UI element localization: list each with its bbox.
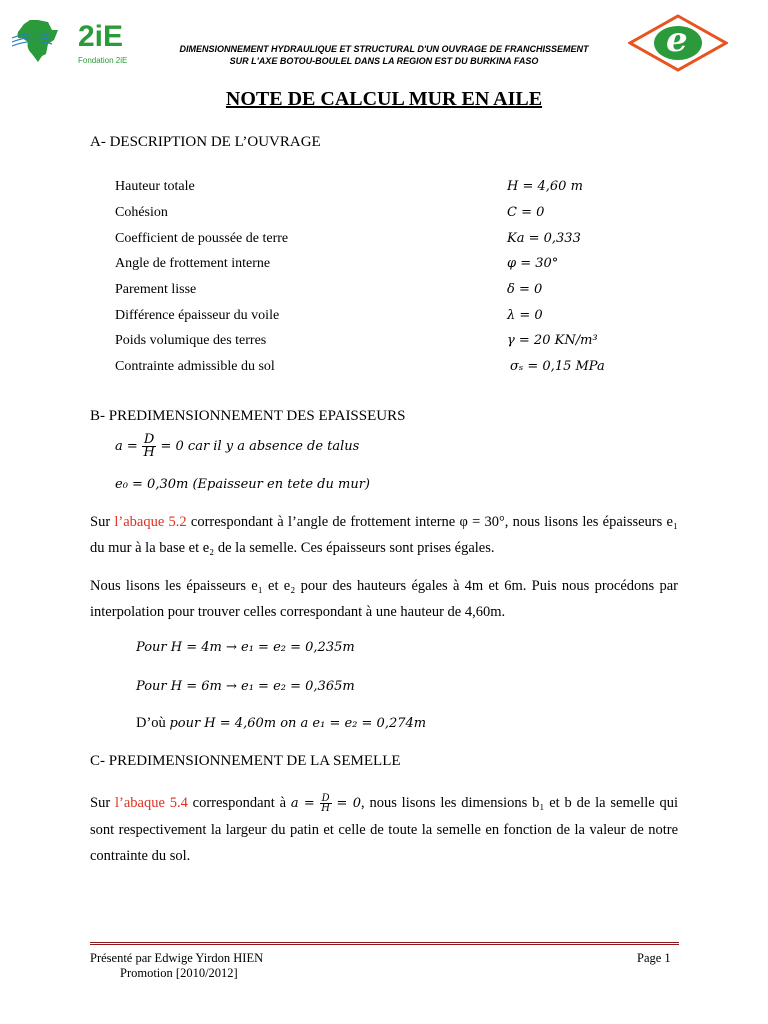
africa-map-icon	[12, 14, 72, 64]
text: correspondant à	[187, 795, 291, 811]
equation-lhs: a =	[290, 796, 315, 811]
row-label: Hauteur totale	[115, 179, 195, 194]
fraction-denominator: H	[321, 803, 331, 815]
section-b-heading: B- PREDIMENSIONNEMENT DES EPAISSEURS	[90, 408, 406, 424]
abaque-reference: l’abaque 5.4	[114, 795, 188, 811]
row-value: H = 4,60 m	[507, 179, 583, 194]
row-label: Cohésion	[115, 205, 168, 220]
paragraph-abaque-5-4	[90, 790, 678, 869]
logo-2ie	[12, 12, 142, 68]
text: correspondant à l’angle de frottement interne φ = 30°, nous lisons les épaisseurs e₁ du mur à la base et e₂ de la semelle. Ces épaisseurs sont prises égales.	[90, 514, 679, 556]
equation-talus	[115, 434, 359, 459]
footer-rule	[90, 942, 679, 945]
fraction	[142, 434, 156, 459]
logo-right	[628, 14, 728, 72]
row-value: Ka = 0,333	[507, 231, 581, 246]
paragraph-interpolation: Nous lisons les épaisseurs e₁ et e₂ pour des hauteurs égales à 4m et 6m. Puis nous procédons par interpolation pour trouver celles correspondant à une hauteur de 4,60m.	[90, 578, 678, 620]
logo-2ie-text: 2iE	[78, 20, 124, 53]
logo-right-letter: e	[666, 20, 688, 60]
header-line-1: DIMENSIONNEMENT HYDRAULIQUE ET STRUCTURAL D'UN OUVRAGE DE FRANCHISSEMENT	[179, 44, 589, 54]
equation-e0: e₀ = 0,30m (Epaisseur en tete du mur)	[115, 477, 370, 492]
abaque-reference: l’abaque 5.2	[114, 514, 187, 530]
text: Sur	[90, 795, 115, 811]
text: , nous lisons les dimensions b₁ et b de la semelle qui sont respectivement la largeur du patin et celle de toute la semelle en fonction de la valeur de notre contrainte du sol.	[90, 795, 679, 864]
row-label: Contrainte admissible du sol	[115, 359, 275, 374]
equation-rhs: = 0	[336, 796, 362, 811]
row-value: δ = 0	[507, 282, 543, 297]
equation-lhs: a =	[115, 439, 138, 454]
row-label: Parement lisse	[115, 282, 197, 297]
section-c-heading: C- PREDIMENSIONNEMENT DE LA SEMELLE	[90, 753, 401, 769]
footer-page-number: Page 1	[637, 951, 671, 965]
section-a-heading: A- DESCRIPTION DE L’OUVRAGE	[90, 134, 321, 150]
row-value: γ = 20 KN/m³	[507, 333, 598, 348]
row-value: σₛ = 0,15 MPa	[510, 359, 605, 374]
fraction-numerator: D	[321, 793, 330, 805]
footer-author: Présenté par Edwige Yirdon HIEN	[90, 951, 264, 965]
row-value: C = 0	[507, 205, 545, 220]
footer-promotion: Promotion [2010/2012]	[120, 966, 238, 980]
page-title: NOTE DE CALCUL MUR EN AILE	[225, 88, 543, 110]
fraction-denominator: H	[143, 445, 155, 460]
row-label: Angle de frottement interne	[115, 256, 271, 271]
fraction	[320, 794, 332, 813]
equation-h4: Pour H = 4m → e₁ = e₂ = 0,235m	[136, 640, 355, 655]
row-label: Différence épaisseur du voile	[115, 308, 280, 323]
text: D’où	[136, 715, 170, 731]
equation-result	[136, 715, 426, 732]
header-line-2: SUR L'AXE BOTOU-BOULEL DANS LA REGION EST DU BURKINA FASO	[229, 56, 539, 66]
row-value: λ = 0	[507, 308, 543, 323]
fraction-numerator: D	[143, 432, 155, 447]
logo-2ie-subtitle: Fondation 2iE	[78, 56, 128, 65]
row-value: φ = 30°	[507, 256, 559, 271]
equation-rhs: = 0 car il y a absence de talus	[160, 439, 360, 454]
equation: pour H = 4,60m on a e₁ = e₂ = 0,274m	[169, 716, 427, 731]
paragraph-abaque-5-2	[90, 509, 678, 561]
text: Sur	[90, 514, 115, 530]
equation-h6: Pour H = 6m → e₁ = e₂ = 0,365m	[136, 679, 355, 694]
row-label: Coefficient de poussée de terre	[115, 231, 289, 246]
row-label: Poids volumique des terres	[115, 333, 267, 348]
